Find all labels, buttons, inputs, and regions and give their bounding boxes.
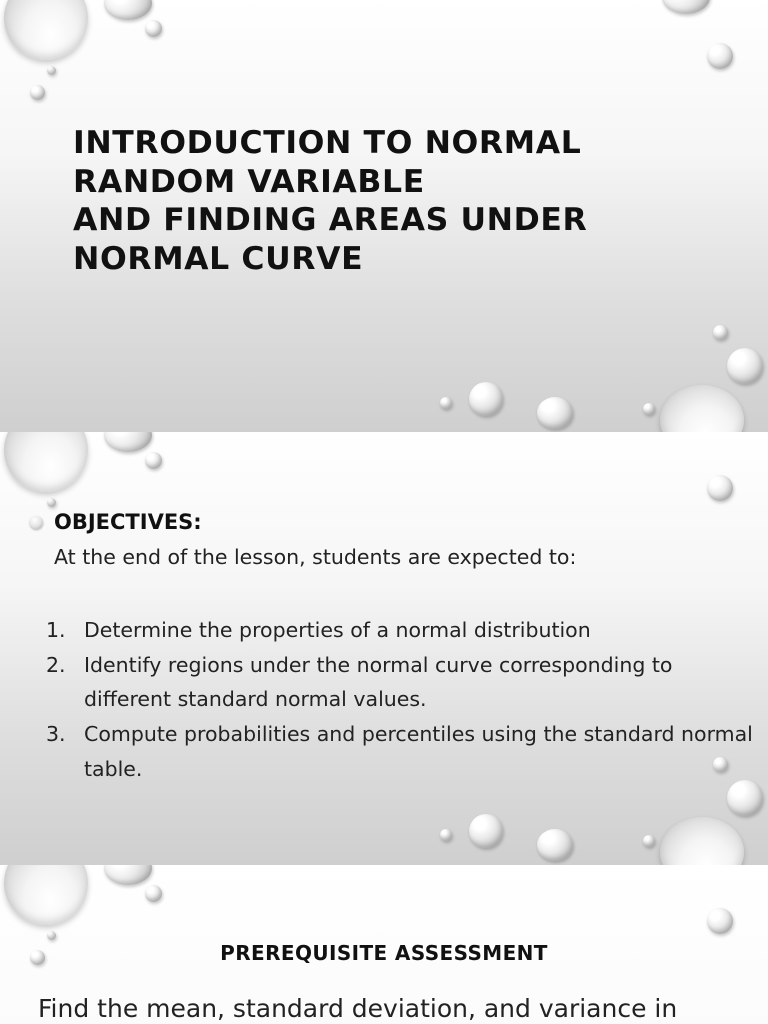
list-item-text: Identify regions under the normal curve corresponding to different standard normal values.: [84, 652, 673, 712]
bullet-icon: [30, 516, 43, 529]
water-drop-decoration: [145, 452, 162, 469]
water-drop-decoration: [4, 432, 88, 492]
water-drop-decoration: [47, 931, 56, 940]
title-line: RANDOM VARIABLE: [73, 163, 425, 200]
water-drop-decoration: [643, 835, 655, 847]
section-heading: PREREQUISITE ASSESSMENT: [220, 941, 548, 965]
water-drop-decoration: [707, 475, 733, 501]
water-drop-decoration: [4, 865, 88, 925]
list-item: [46, 613, 758, 648]
water-drop-decoration: [440, 829, 452, 841]
list-item-number: 3.: [46, 722, 66, 747]
water-drop-decoration: [104, 865, 152, 885]
list-item: [46, 648, 758, 717]
water-drop-decoration: [4, 0, 88, 60]
list-item-number: 2.: [46, 652, 66, 677]
title-line: INTRODUCTION TO NORMAL: [73, 125, 582, 161]
water-drop-decoration: [30, 85, 45, 100]
list-item-number: 1.: [46, 618, 66, 642]
water-drop-decoration: [104, 0, 152, 20]
water-drop-decoration: [643, 403, 655, 415]
title-slide: [0, 0, 768, 432]
water-drop-decoration: [727, 348, 763, 384]
list-item: [46, 717, 758, 786]
water-drop-decoration: [660, 817, 744, 865]
water-drop-decoration: [660, 385, 744, 432]
water-drop-decoration: [662, 0, 710, 14]
water-drop-decoration: [104, 432, 152, 452]
objectives-list: [46, 613, 758, 787]
objectives-intro: At the end of the lesson, students are expected to:: [54, 545, 577, 569]
water-drop-decoration: [145, 20, 162, 37]
water-drop-decoration: [713, 325, 728, 340]
body-text: Find the mean, standard deviation, and variance in: [38, 994, 678, 1023]
water-drop-decoration: [707, 43, 733, 69]
water-drop-decoration: [537, 829, 573, 861]
water-drop-decoration: [47, 66, 56, 75]
title-line: NORMAL CURVE: [73, 240, 364, 277]
water-drop-decoration: [469, 814, 503, 848]
title-line: AND FINDING AREAS UNDER: [73, 202, 588, 238]
water-drop-decoration: [707, 908, 733, 934]
water-drop-decoration: [145, 885, 162, 902]
objectives-heading: OBJECTIVES:: [54, 510, 202, 534]
water-drop-decoration: [469, 382, 503, 416]
water-drop-decoration: [47, 498, 56, 507]
water-drop-decoration: [440, 397, 452, 409]
slide-title: [73, 124, 713, 278]
water-drop-decoration: [537, 397, 573, 429]
list-item-text: Compute probabilities and percentiles using the standard normal table.: [84, 722, 753, 781]
list-item-text: Determine the properties of a normal distribution: [84, 618, 591, 642]
